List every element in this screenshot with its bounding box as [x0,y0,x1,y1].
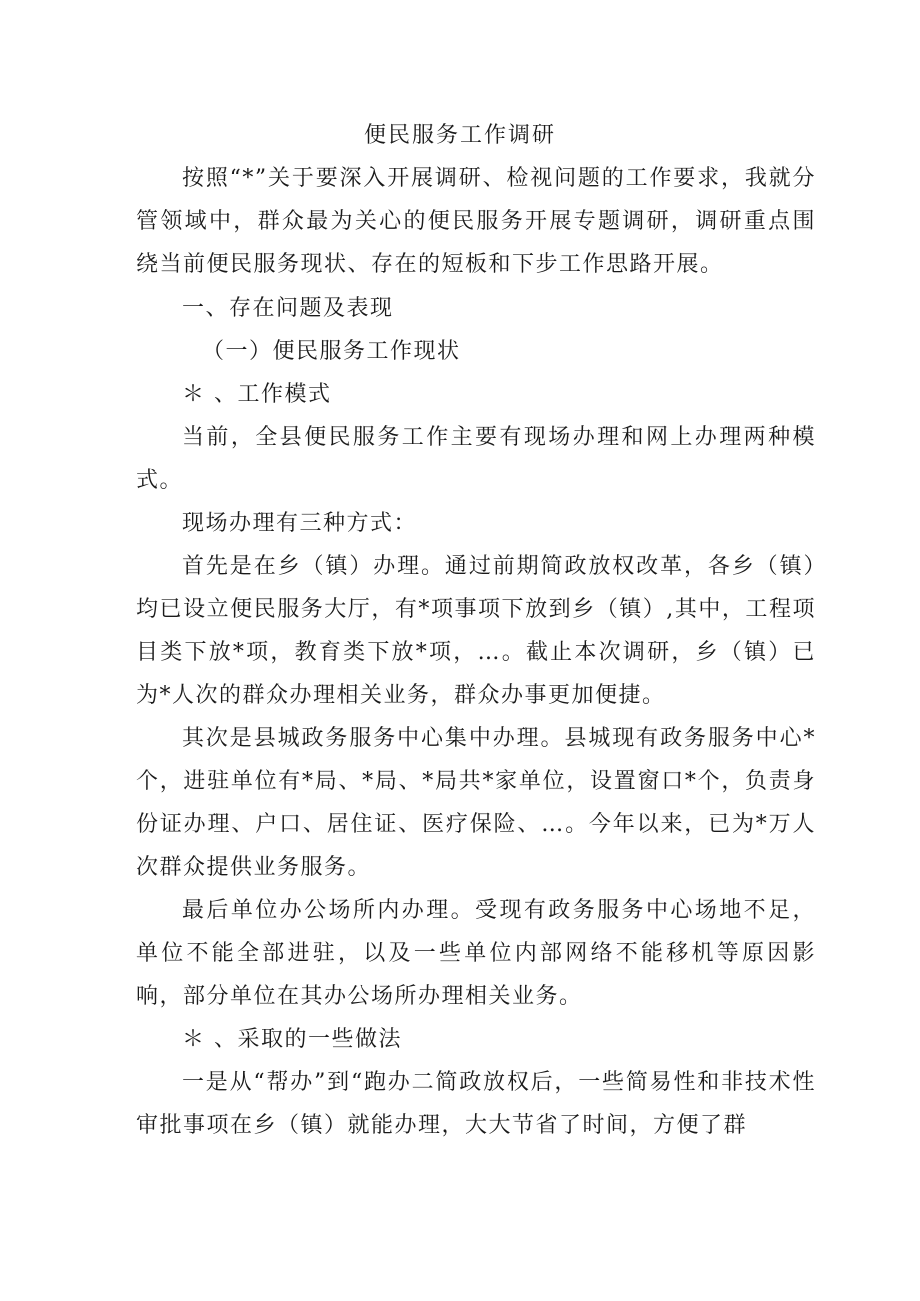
heading-subsection-1: （一）便民服务工作现状 [202,339,461,364]
heading-section-1: 一、存在问题及表现 [182,296,394,321]
heading-item-measures: ＊ 、采取的一些做法 [182,1027,402,1052]
paragraph-intro: 按照“*”关于要深入开展调研、检视问题的工作要求，我就分管领域中，群众最为关心的便民服务开展专题调研，调研重点围绕当前便民服务现状、存在的短板和下步工作思路开展。 [136,166,816,277]
paragraph-onsite-methods: 现场办理有三种方式： [182,511,418,536]
paragraph-unit-office: 最后单位办公场所内办理。受现有政务服务中心场地不足，单位不能全部进驻，以及一些单位内部网络不能移机等原因影响，部分单位在其办公场所办理相关业务。 [136,898,816,1009]
paragraph-township: 首先是在乡（镇）办理。通过前期简政放权改革，各乡（镇）均已设立便民服务大厅，有*项事项下放到乡（镇）,其中，工程项目类下放*项，教育类下放*项，…。截止本次调研，乡（镇）已为*人次的群众办理相关业务，群众办事更加便捷。 [136,554,816,708]
paragraph-county-center: 其次是县城政务服务中心集中办理。县城现有政务服务中心*个，进驻单位有*局、*局、*局共*家单位，设置窗口*个，负责身份证办理、户口、居住证、医疗保险、…。今年以来，已为*万人次群众提供业务服务。 [136,726,816,880]
document-title: 便民服务工作调研 [363,123,556,148]
paragraph-measure-one: 一是从“帮办”到“跑办二简政放权后，一些简易性和非技术性审批事项在乡（镇）就能办理，大大节省了时间，方便了群 [136,1070,816,1138]
heading-item-work-mode: ＊ 、工作模式 [182,382,332,407]
paragraph-current-mode: 当前，全县便民服务工作主要有现场办理和网上办理两种模式。 [136,425,816,493]
